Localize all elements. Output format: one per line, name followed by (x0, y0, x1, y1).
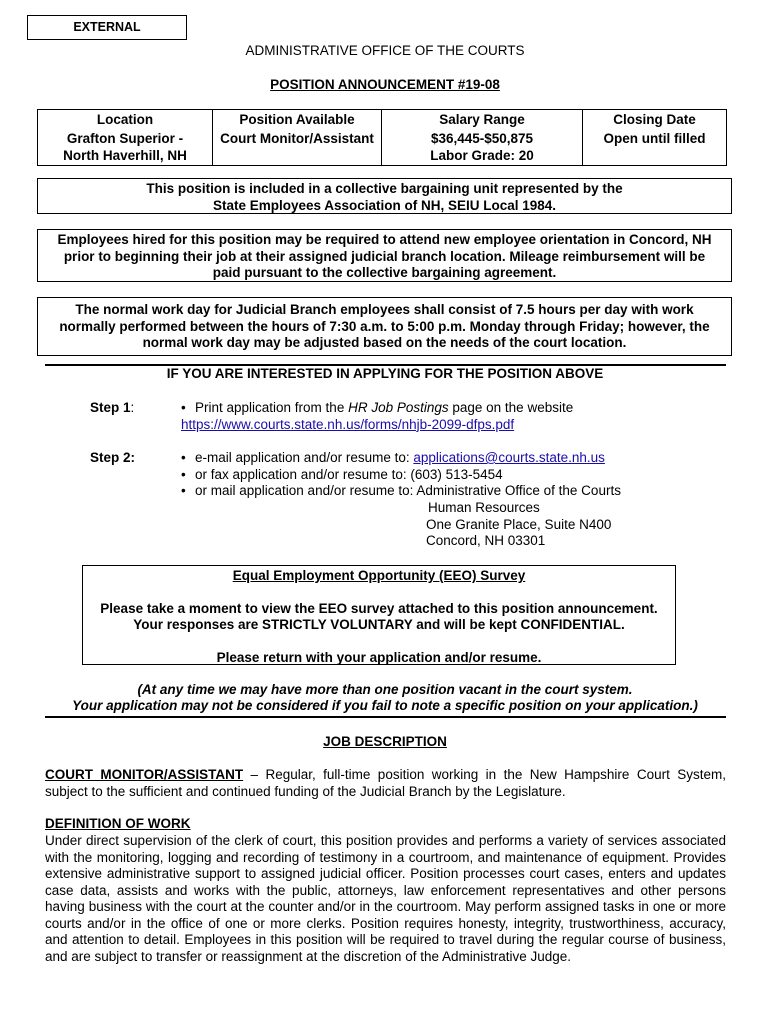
step1-item (181, 400, 573, 417)
position-cell: Court Monitor/Assistant (213, 129, 382, 166)
mail-address-line-1: Human Resources (428, 500, 540, 515)
location-cell (38, 129, 213, 166)
definition-text: Under direct supervision of the clerk of court, this position provides and performs a variety of services associated with the monitoring, logging and recording of testimony in a courtroom, and maintenance of equipment. Provides extensive administrative support to assigned judicial officer. Position processes court cases, enters and updates case data, assists and works with the public, attorneys, law enforcement representatives and other persons having business with the court at the counter and/or in the courtroom. May perform assigned tasks in one or more courts and/or in the office of one or more clerks. Position requires honesty, integrity, trustworthiness, accuracy, and attention to detail. Employees in this position will be required to travel during the regular course of business, and are subject to transfer or reassignment at the discretion of the Administrative Judge. (45, 833, 726, 964)
vacancy-note-2: Your application may not be considered if you fail to note a specific position on your application.) (72, 698, 698, 713)
definition-heading: DEFINITION OF WORK (45, 816, 191, 831)
step1-label-wrap (90, 400, 134, 415)
announcement-title: POSITION ANNOUNCEMENT #19-08 (270, 77, 500, 92)
salary-range: $36,445-$50,875 (430, 131, 534, 146)
email-link[interactable]: applications@courts.state.nh.us (413, 450, 605, 465)
external-label: EXTERNAL (73, 20, 141, 34)
office-title: ADMINISTRATIVE OFFICE OF THE COURTS (245, 43, 525, 58)
external-box (27, 15, 187, 40)
step1-colon: : (130, 400, 135, 415)
job-description-heading: JOB DESCRIPTION (323, 734, 447, 749)
closing-cell: Open until filled (583, 129, 727, 166)
labor-grade: Labor Grade: 20 (430, 148, 534, 163)
step1-text-a: Print application from the (195, 400, 349, 415)
bargaining-notice (37, 178, 732, 214)
mail-address-line-2: One Granite Place, Suite N400 (426, 516, 612, 532)
orientation-line-1: Employees hired for this position may be required to attend new employee orientation in Concord, NH (57, 232, 712, 247)
job-title-paragraph (45, 767, 726, 800)
application-form-link[interactable]: https://www.courts.state.nh.us/forms/nhjb-2099-dfps.pdf (181, 416, 515, 432)
salary-cell (382, 129, 583, 166)
step1-label: Step 1 (90, 400, 131, 415)
email-item (181, 450, 621, 467)
mail-address-line-3: Concord, NH 03301 (426, 533, 546, 548)
col-closing-header: Closing Date (583, 110, 727, 130)
location-line-1: Grafton Superior - (66, 131, 184, 146)
workday-line-2: normally performed between the hours of 7:30 a.m. to 5:00 p.m. Monday through Friday; however, the (59, 318, 710, 334)
orientation-notice (37, 229, 732, 282)
step1-text-b: page on the website (448, 400, 574, 415)
step1-text-em: HR Job Postings (348, 400, 449, 415)
eeo-title: Equal Employment Opportunity (EEO) Survey (232, 568, 526, 583)
workday-line-3: normal work day may be adjusted based on the needs of the court location. (142, 335, 627, 350)
job-title: COURT MONITOR/ASSISTANT (45, 767, 244, 782)
orientation-line-3: paid pursuant to the collective bargaining agreement. (212, 265, 557, 280)
eeo-line-1: Please take a moment to view the EEO survey attached to this position announcement. (100, 600, 658, 616)
orientation-line-2: prior to beginning their job at their assigned judicial branch location. Mileage reimbursement will be (63, 248, 706, 264)
workday-line-1: The normal work day for Judicial Branch employees shall consist of 7.5 hours per day with work (75, 302, 694, 317)
step2-list (181, 450, 621, 500)
col-salary-header: Salary Range (382, 110, 583, 130)
col-location-header: Location (38, 110, 213, 130)
eeo-line-2: Your responses are STRICTLY VOLUNTARY and will be kept CONFIDENTIAL. (133, 617, 625, 632)
vacancy-divider (45, 716, 726, 718)
step1-content (181, 400, 573, 433)
step2-content (181, 450, 621, 500)
fax-item: • or fax application and/or resume to: (603) 513-5454 (181, 467, 621, 484)
bargaining-line-1: This position is included in a collective bargaining unit represented by the (146, 181, 623, 196)
eeo-box (82, 565, 676, 665)
step2-label: Step 2: (90, 450, 136, 465)
bargaining-line-2: State Employees Association of NH, SEIU Local 1984. (212, 197, 557, 213)
email-text: e-mail application and/or resume to: (195, 450, 414, 465)
col-position-header: Position Available (213, 110, 382, 130)
location-line-2: North Haverhill, NH (63, 148, 187, 163)
workday-notice (37, 297, 732, 356)
step1-list (181, 400, 573, 417)
job-title-text: – Regular, full-time position working in the New Hampshire Court System, subject to the sufficient and continued funding of the Judicial Branch by the Legislature. (45, 767, 726, 799)
apply-heading: IF YOU ARE INTERESTED IN APPLYING FOR THE POSITION ABOVE (166, 366, 604, 381)
vacancy-note-1: (At any time we may have more than one position vacant in the court system. (137, 682, 633, 697)
eeo-line-3: Please return with your application and/or resume. (216, 649, 542, 665)
mail-item: • or mail application and/or resume to: Administrative Office of the Courts (181, 483, 621, 500)
position-table (37, 109, 727, 166)
mail-address (426, 500, 611, 550)
